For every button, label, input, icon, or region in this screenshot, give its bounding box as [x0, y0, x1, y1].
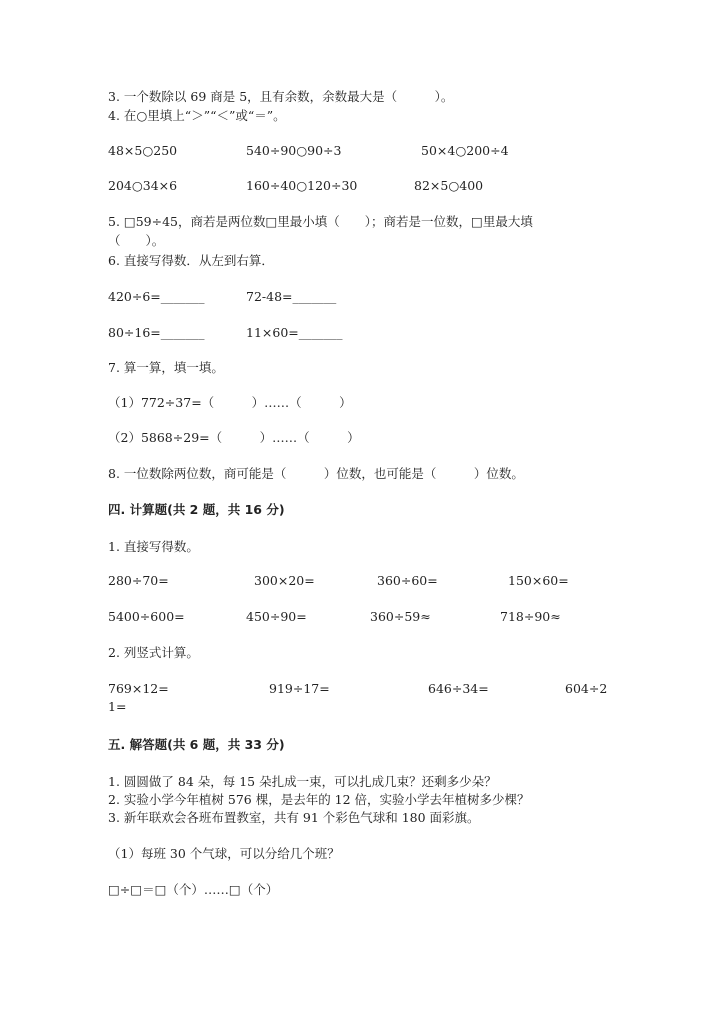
calc-item: 72-48=_______	[246, 289, 337, 304]
answer-template: □÷□＝□（个）……□（个）	[108, 882, 279, 897]
calc-item: 5400÷600=	[108, 609, 185, 624]
vertical-calc-item: 604÷2	[565, 681, 608, 696]
calc-item: 80÷16=_______	[108, 325, 205, 340]
vertical-calc-item: 769×12=	[108, 681, 169, 696]
word-problem-3: 3. 新年联欢会各班布置教室，共有 91 个彩色气球和 180 面彩旗。	[108, 810, 480, 825]
calc-item: 718÷90≈	[500, 609, 561, 624]
question-7-title: 7. 算一算，填一填。	[108, 360, 224, 375]
question-5: 5. □59÷45，商若是两位数□里最小填（ ）；商若是一位数，□里最大填	[108, 214, 533, 229]
question-5-wrap: （ ）。	[108, 233, 165, 248]
section-4-heading: 四. 计算题(共 2 题，共 16 分)	[108, 502, 285, 517]
vertical-calc-item: 919÷17=	[269, 681, 330, 696]
calc-item: 450÷90=	[246, 609, 307, 624]
compare-item: 82×5○400	[414, 178, 484, 193]
section-4-part-2-title: 2. 列竖式计算。	[108, 645, 199, 660]
question-4-title: 4. 在○里填上“＞”“＜”或“＝”。	[108, 108, 286, 123]
vertical-calc-item: 646÷34=	[428, 681, 489, 696]
word-problem-2: 2. 实验小学今年植树 576 棵，是去年的 12 倍，实验小学去年植树多少棵？	[108, 792, 530, 807]
word-problem-1: 1. 圆圆做了 84 朵，每 15 朵扎成一束，可以扎成几束？还剩多少朵？	[108, 774, 497, 789]
calc-item: 360÷59≈	[370, 609, 431, 624]
word-problem-3-part-1: （1）每班 30 个气球，可以分给几个班？	[108, 846, 340, 861]
compare-item: 160÷40○120÷30	[246, 178, 358, 193]
question-8: 8. 一位数除两位数，商可能是（ ）位数，也可能是（ ）位数。	[108, 466, 524, 481]
calc-item: 150×60=	[508, 573, 569, 588]
calc-item: 360÷60=	[377, 573, 438, 588]
compare-item: 540÷90○90÷3	[246, 143, 342, 158]
vertical-calc-wrap: 1=	[108, 699, 127, 714]
calc-item: 280÷70=	[108, 573, 169, 588]
compare-item: 204○34×6	[108, 178, 178, 193]
question-7-item: （2）5868÷29=（ ）……（ ）	[108, 430, 360, 445]
calc-item: 420÷6=_______	[108, 289, 205, 304]
section-5-heading: 五. 解答题(共 6 题，共 33 分)	[108, 737, 285, 752]
compare-item: 50×4○200÷4	[421, 143, 509, 158]
calc-item: 300×20=	[254, 573, 315, 588]
section-4-part-1-title: 1. 直接写得数。	[108, 539, 199, 554]
compare-item: 48×5○250	[108, 143, 178, 158]
question-3: 3. 一个数除以 69 商是 5，且有余数，余数最大是（ ）。	[108, 89, 454, 104]
question-7-item: （1）772÷37=（ ）……（ ）	[108, 395, 352, 410]
question-6-title: 6. 直接写得数．从左到右算．	[108, 253, 274, 268]
calc-item: 11×60=_______	[246, 325, 343, 340]
